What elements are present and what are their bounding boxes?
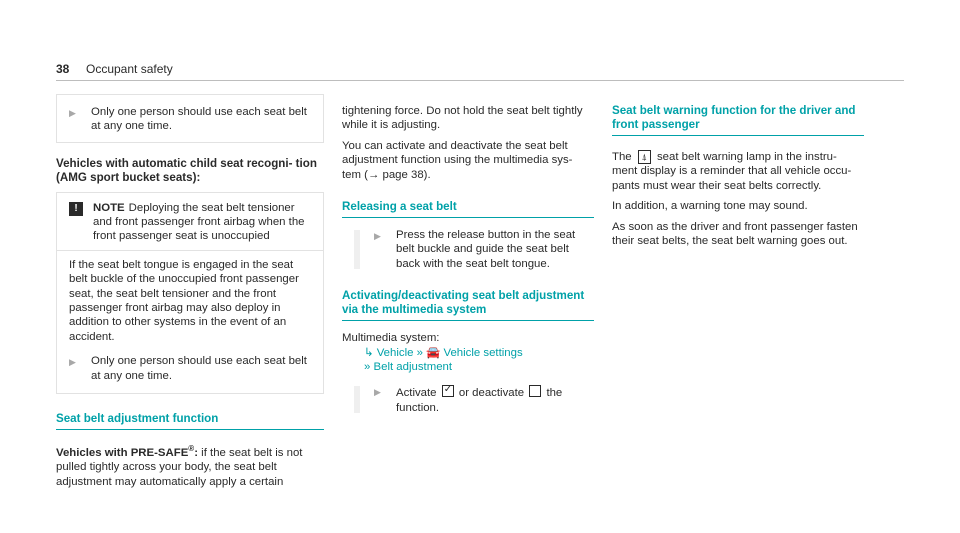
instruction-step	[57, 95, 323, 142]
function-word: the function.	[396, 387, 563, 414]
registered-mark: ®	[188, 444, 195, 454]
note-header	[57, 193, 323, 250]
section-heading-release: Releasing a seat belt	[342, 200, 594, 218]
menu-belt-adjustment[interactable]: Belt adjustment	[373, 361, 453, 374]
page-number: 38	[56, 62, 70, 76]
note-step-text: Only one person should use each seat belt at any one time.	[91, 355, 307, 382]
note-step	[57, 350, 323, 393]
seatbelt-icon: ⍋	[638, 150, 651, 164]
section-heading-warning: Seat belt warning function for the driver and front passenger	[612, 104, 864, 136]
note-label: NOTE	[93, 201, 125, 214]
presafe-paragraph	[56, 442, 324, 489]
step-box	[56, 94, 324, 143]
header-divider	[56, 80, 904, 81]
warning-off-paragraph: As soon as the driver and front passenger fasten their seat belts, the seat belt warning goes out.	[612, 220, 858, 248]
release-step-text: Press the release button in the seat belt buckle and guide the seat belt back with the seat belt tongue.	[396, 229, 576, 270]
the-word: The	[612, 151, 632, 163]
release-step	[342, 228, 594, 271]
chevron-icon: »	[416, 346, 423, 359]
menu-arrow-icon: ↳	[364, 346, 374, 359]
multimedia-label: Multimedia system:	[342, 332, 440, 345]
presafe-label: Vehicles with PRE-SAFE	[56, 446, 189, 459]
column-1	[56, 94, 324, 489]
checkbox-empty-icon	[529, 385, 541, 397]
activate-step	[342, 384, 594, 415]
child-seat-heading: Vehicles with automatic child seat recogni- tion (AMG sport bucket seats):	[56, 156, 317, 185]
checkbox-checked-icon: ✓	[443, 384, 453, 396]
triangle-step-icon: ▶	[374, 387, 381, 398]
section-title: Occupant safety	[86, 62, 173, 76]
tightening-paragraph: tightening force. Do not hold the seat belt tightly while it is adjusting.	[342, 105, 583, 132]
activate-word: Activate	[396, 387, 437, 400]
chevron-icon: »	[364, 361, 371, 374]
warning-icon: !	[69, 202, 83, 216]
menu-vehicle[interactable]: Vehicle	[376, 346, 414, 359]
note-title: Deploying the seat belt tensioner and front passenger front airbag when the front passenger seat is unoccupied	[93, 201, 305, 243]
note-box	[56, 192, 324, 394]
column-2	[342, 104, 594, 415]
presafe-text: if the seat belt is not pulled tightly across your body, the seat belt adjustment may automatically apply a certain	[56, 446, 303, 488]
menu-path-line-2	[342, 360, 594, 374]
triangle-step-icon: ▶	[69, 357, 76, 368]
presafe-colon: :	[194, 446, 198, 459]
triangle-step-icon: ▶	[69, 108, 76, 118]
activate-paragraph: You can activate and deactivate the seat belt adjustment function using the multimedia sys- tem (→ page 38).	[342, 139, 573, 181]
menu-vehicle-settings[interactable]: Vehicle settings	[443, 346, 523, 359]
section-heading-activate: Activating/deactivating seat belt adjustment via the multimedia system	[342, 289, 594, 321]
activate-step-text	[396, 384, 594, 415]
warning-lamp-text: seat belt warning lamp in the instru- ment display is a reminder that all vehicle occu- pants must wear their seat belts correctly.	[612, 151, 852, 192]
warning-tone-paragraph: In addition, a warning tone may sound.	[612, 200, 808, 213]
car-icon: 🚘	[426, 346, 441, 359]
column-3	[612, 104, 864, 248]
note-text: If the seat belt tongue is engaged in the seat belt buckle of the unoccupied front passenger seat, the seat belt tensioner and the front passenger front airbag may also deploy in addition to other systems in the event of an accident.	[69, 258, 299, 343]
section-heading-adjustment: Seat belt adjustment function	[56, 412, 324, 430]
menu-path-line-1	[342, 346, 594, 360]
warning-lamp-paragraph	[612, 150, 864, 193]
step-text: Only one person should use each seat belt at any one time.	[91, 106, 307, 133]
triangle-step-icon: ▶	[374, 231, 381, 242]
deactivate-word: or deactivate	[458, 387, 525, 400]
